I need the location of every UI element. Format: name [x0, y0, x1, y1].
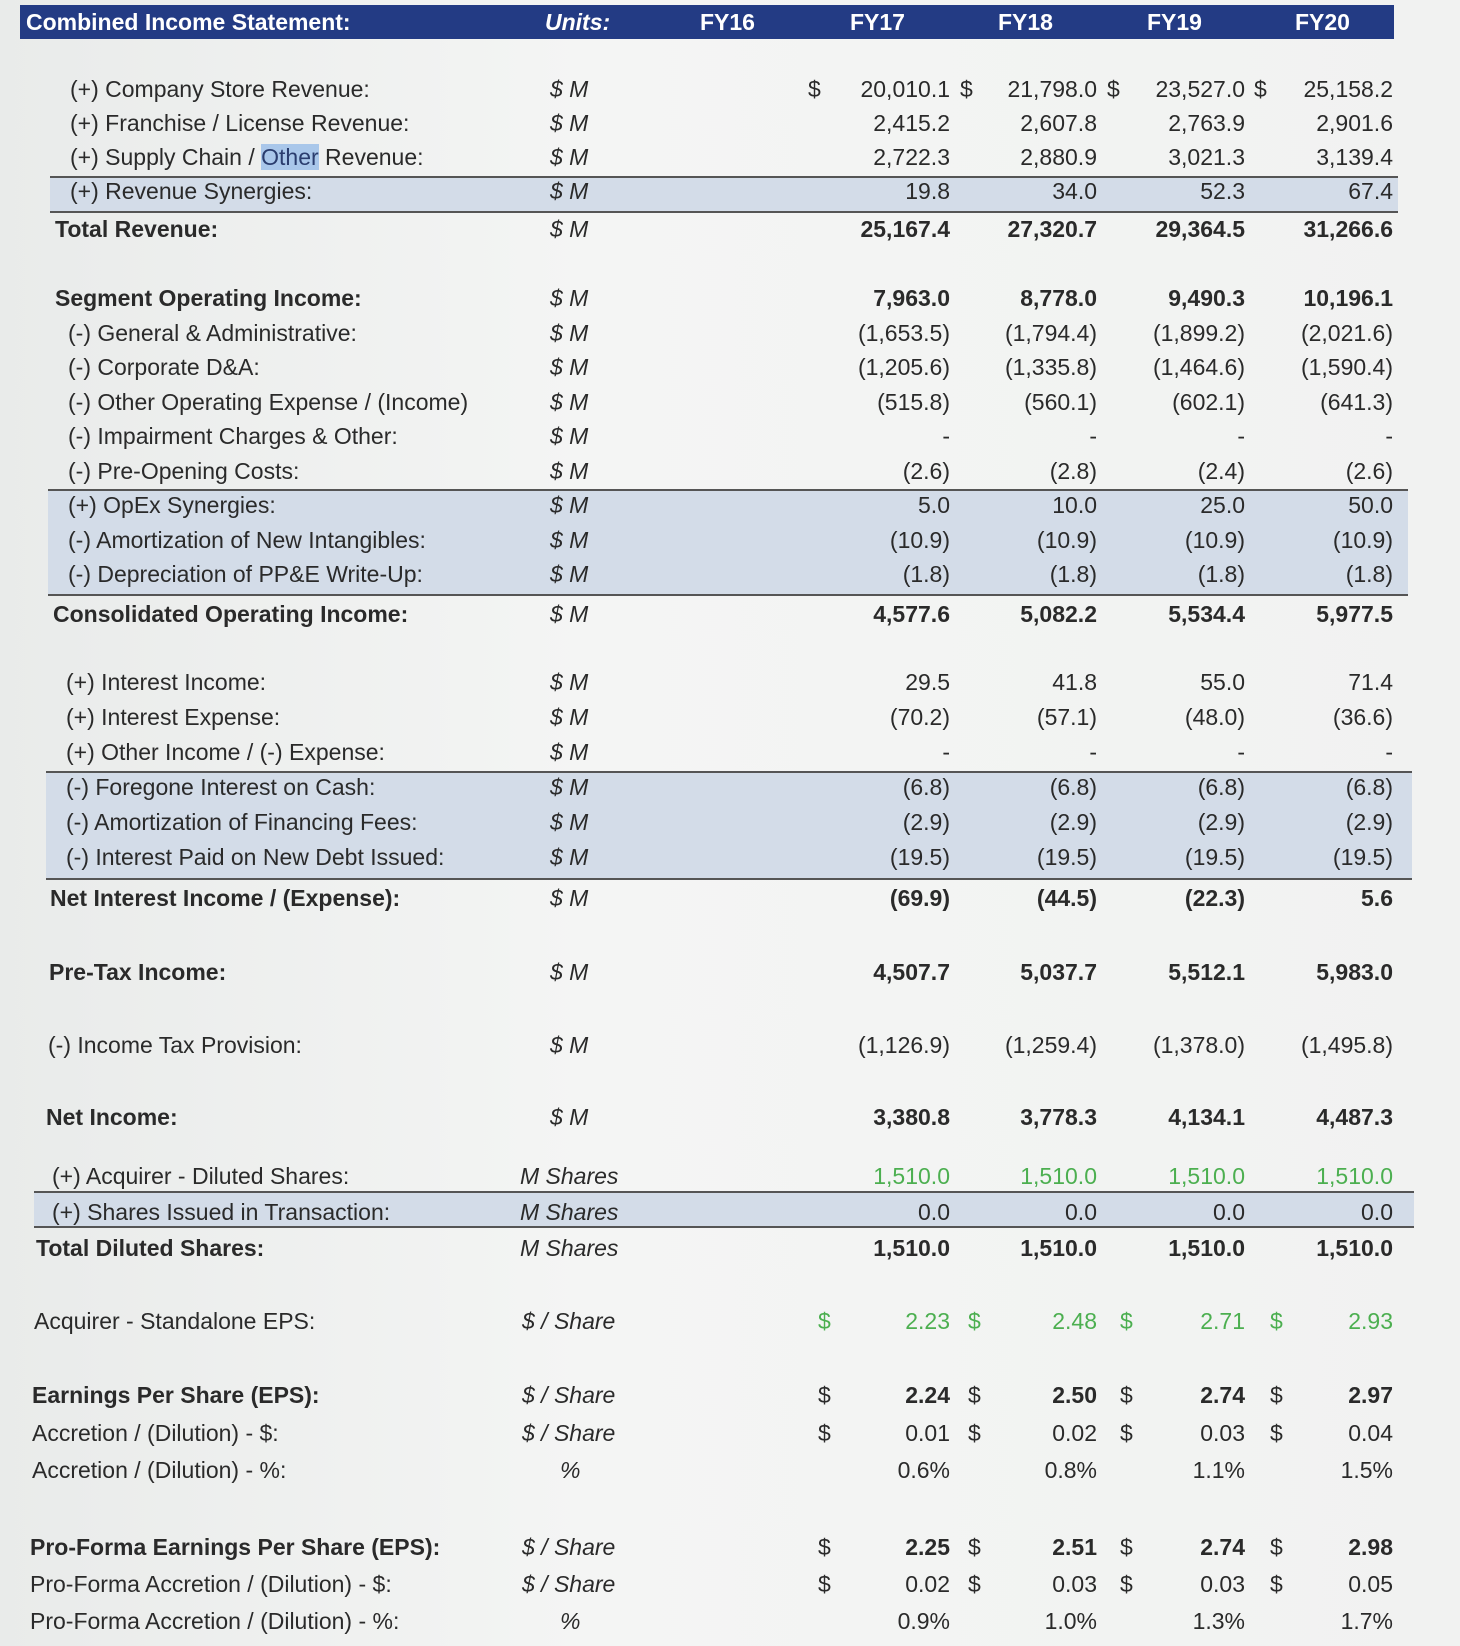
value-cell-fy17: (2.9): [902, 809, 950, 835]
value-cell-fy20: 25,158.2: [1303, 76, 1393, 102]
row-label: (+) Company Store Revenue:: [70, 76, 370, 102]
value-cell-fy20: -: [1385, 423, 1393, 449]
value-cell-fy18: 0.0: [1065, 1199, 1097, 1225]
rule: [46, 878, 1412, 880]
row-unit: $ / Share: [522, 1534, 616, 1560]
row-label: (-) Amortization of Financing Fees:: [66, 809, 418, 835]
row-unit: $ M: [550, 76, 589, 102]
currency-sign: $: [1120, 1382, 1133, 1408]
value-cell-fy17: 2,722.3: [873, 144, 950, 170]
row-unit: M Shares: [520, 1163, 619, 1189]
value-cell-fy18: 3,778.3: [1020, 1104, 1097, 1130]
row-unit: $ M: [550, 885, 589, 911]
statement-row: [0, 1304, 1460, 1338]
statement-row: [0, 1378, 1460, 1412]
value-cell-fy20: 3,139.4: [1316, 144, 1393, 170]
row-unit: $ M: [550, 178, 589, 204]
value-cell-fy18: 10.0: [1052, 492, 1097, 518]
value-cell-fy20: 1.7%: [1340, 1608, 1393, 1634]
value-cell-fy20: (1.8): [1345, 561, 1393, 587]
value-cell-fy18: 8,778.0: [1020, 285, 1097, 311]
statement-row: [0, 665, 1460, 699]
value-cell-fy19: 25.0: [1200, 492, 1245, 518]
value-cell-fy20: 1,510.0: [1316, 1235, 1393, 1261]
currency-sign: $: [818, 1420, 831, 1446]
value-cell-fy19: 1.3%: [1192, 1608, 1245, 1634]
value-cell-fy17: -: [942, 739, 950, 765]
value-cell-fy18: (44.5): [1036, 885, 1097, 911]
row-unit: $ M: [550, 110, 589, 136]
value-cell-fy17: 25,167.4: [860, 216, 950, 242]
value-cell-fy20: 50.0: [1348, 492, 1393, 518]
row-unit: $ M: [550, 319, 589, 346]
value-cell-fy19: 55.0: [1200, 669, 1245, 695]
value-cell-fy17: (19.5): [889, 844, 950, 870]
value-cell-fy18: 2.50: [1052, 1382, 1097, 1408]
value-cell-fy20: 5,977.5: [1316, 601, 1393, 627]
value-cell-fy20: 1.5%: [1340, 1457, 1393, 1483]
value-cell-fy20: (2.6): [1345, 457, 1393, 484]
currency-sign: $: [1270, 1534, 1283, 1560]
value-cell-fy18: (2.9): [1049, 809, 1097, 835]
row-label: (-) Impairment Charges & Other:: [68, 423, 398, 449]
row-label: (+) OpEx Synergies:: [68, 492, 276, 518]
value-cell-fy17: (1,653.5): [857, 319, 950, 346]
value-cell-fy19: 2.71: [1200, 1308, 1245, 1334]
statement-row: [0, 174, 1460, 208]
value-cell-fy17: (1,205.6): [857, 354, 950, 380]
row-label: Earnings Per Share (EPS):: [32, 1382, 320, 1408]
currency-sign: $: [1270, 1420, 1283, 1446]
value-cell-fy18: 5,082.2: [1020, 601, 1097, 627]
row-label: Segment Operating Income:: [55, 285, 362, 311]
statement-row: [0, 1159, 1460, 1193]
rule: [48, 594, 1408, 596]
value-cell-fy19: (1,899.2): [1152, 319, 1245, 346]
value-cell-fy18: (1,259.4): [1004, 1032, 1097, 1058]
row-label: (-) Amortization of New Intangibles:: [68, 526, 426, 553]
row-unit: %: [560, 1457, 581, 1483]
row-label: [70, 140, 424, 174]
value-cell-fy18: 5,037.7: [1020, 959, 1097, 985]
row-unit: $ M: [550, 1032, 589, 1058]
statement-row: [0, 1100, 1460, 1134]
currency-sign: $: [1120, 1571, 1133, 1597]
year-header-fy17: FY17: [850, 9, 905, 35]
value-cell-fy19: 1,510.0: [1168, 1163, 1245, 1189]
value-cell-fy19: 0.03: [1200, 1420, 1245, 1446]
row-unit: $ / Share: [522, 1420, 616, 1446]
statement-row: [0, 281, 1460, 315]
value-cell-fy17: (70.2): [889, 704, 950, 730]
value-cell-fy18: (1.8): [1049, 561, 1097, 587]
row-label: (-) Depreciation of PP&E Write-Up:: [68, 561, 423, 587]
value-cell-fy17: 1,510.0: [873, 1163, 950, 1189]
year-header-fy16: FY16: [700, 9, 755, 35]
value-cell-fy17: (2.6): [902, 457, 950, 484]
statement-row: [0, 955, 1460, 989]
currency-sign: $: [818, 1571, 831, 1597]
value-cell-fy20: 4,487.3: [1316, 1104, 1393, 1130]
value-cell-fy17: 2.24: [905, 1382, 950, 1408]
value-cell-fy18: (1,335.8): [1004, 354, 1097, 380]
row-unit: $ M: [550, 423, 589, 449]
row-unit: $ M: [550, 354, 589, 380]
value-cell-fy18: (10.9): [1036, 526, 1097, 553]
currency-sign: $: [1120, 1308, 1133, 1334]
statement-row: [0, 700, 1460, 734]
value-cell-fy19: 1,510.0: [1168, 1235, 1245, 1261]
currency-sign: $: [968, 1420, 981, 1446]
row-label: (+) Other Income / (-) Expense:: [66, 739, 385, 765]
row-unit: $ M: [550, 669, 589, 695]
value-cell-fy19: (22.3): [1184, 885, 1245, 911]
currency-sign: $: [818, 1382, 831, 1408]
statement-row: [0, 72, 1460, 106]
value-cell-fy19: (602.1): [1172, 388, 1245, 415]
value-cell-fy19: 2.74: [1200, 1382, 1245, 1408]
statement-row: [0, 805, 1460, 839]
row-label: Pro-Forma Accretion / (Dilution) - %:: [30, 1608, 400, 1634]
value-cell-fy20: 5.6: [1361, 885, 1393, 911]
value-cell-fy20: 67.4: [1348, 178, 1393, 204]
value-cell-fy18: 1,510.0: [1020, 1235, 1097, 1261]
currency-sign: $: [968, 1382, 981, 1408]
value-cell-fy20: (6.8): [1345, 774, 1393, 800]
statement-row: [0, 1416, 1460, 1450]
currency-sign: $: [818, 1308, 831, 1334]
row-label: Pro-Forma Earnings Per Share (EPS):: [30, 1534, 441, 1560]
value-cell-fy19: -: [1237, 423, 1245, 449]
value-cell-fy18: 2.51: [1052, 1534, 1097, 1560]
value-cell-fy17: 0.0: [918, 1199, 950, 1225]
row-label: Accretion / (Dilution) - %:: [32, 1457, 287, 1483]
row-unit: $ M: [550, 1104, 589, 1130]
currency-sign: $: [1107, 76, 1120, 102]
row-label: (+) Interest Income:: [66, 669, 267, 695]
value-cell-fy18: 1.0%: [1044, 1608, 1097, 1634]
statement-row: [0, 523, 1460, 557]
currency-sign: $: [968, 1308, 981, 1334]
selected-text-highlight[interactable]: Other: [261, 144, 319, 170]
value-cell-fy17: 4,507.7: [873, 959, 950, 985]
value-cell-fy20: -: [1385, 739, 1393, 765]
value-cell-fy20: 0.05: [1348, 1571, 1393, 1597]
statement-row: [0, 770, 1460, 804]
statement-row: [0, 140, 1460, 174]
value-cell-fy19: 3,021.3: [1168, 144, 1245, 170]
value-cell-fy19: 0.03: [1200, 1571, 1245, 1597]
value-cell-fy19: 4,134.1: [1168, 1104, 1245, 1130]
row-label: (+) Revenue Synergies:: [70, 178, 313, 204]
value-cell-fy19: -: [1237, 739, 1245, 765]
currency-sign: $: [1120, 1420, 1133, 1446]
value-cell-fy20: (1,590.4): [1300, 354, 1393, 380]
value-cell-fy18: -: [1089, 739, 1097, 765]
row-unit: $ / Share: [522, 1308, 616, 1334]
value-cell-fy17: (6.8): [902, 774, 950, 800]
value-cell-fy20: 10,196.1: [1303, 285, 1393, 311]
value-cell-fy18: 0.03: [1052, 1571, 1097, 1597]
value-cell-fy17: -: [942, 423, 950, 449]
row-label: (-) Pre-Opening Costs:: [68, 457, 300, 484]
value-cell-fy17: 2,415.2: [873, 110, 950, 136]
statement-row: [0, 1567, 1460, 1601]
value-cell-fy17: (69.9): [889, 885, 950, 911]
row-unit: $ M: [550, 601, 589, 627]
value-cell-fy19: 2.74: [1200, 1534, 1245, 1560]
value-cell-fy20: 2.98: [1348, 1534, 1393, 1560]
units-header: Units:: [545, 9, 611, 35]
value-cell-fy18: 41.8: [1052, 669, 1097, 695]
value-cell-fy18: -: [1089, 423, 1097, 449]
value-cell-fy19: 52.3: [1200, 178, 1245, 204]
row-label: Total Diluted Shares:: [36, 1235, 265, 1261]
value-cell-fy19: 5,534.4: [1168, 601, 1245, 627]
value-cell-fy20: 31,266.6: [1303, 216, 1393, 242]
value-cell-fy18: 2.48: [1052, 1308, 1097, 1334]
currency-sign: $: [1270, 1308, 1283, 1334]
row-unit: $ M: [550, 959, 589, 985]
statement-row: [0, 735, 1460, 769]
value-cell-fy19: (48.0): [1184, 704, 1245, 730]
statement-row: [0, 454, 1460, 488]
row-unit: $ M: [550, 526, 589, 553]
currency-sign: $: [968, 1571, 981, 1597]
currency-sign: $: [1120, 1534, 1133, 1560]
value-cell-fy18: (2.8): [1049, 457, 1097, 484]
value-cell-fy18: 34.0: [1052, 178, 1097, 204]
value-cell-fy17: 4,577.6: [873, 601, 950, 627]
value-cell-fy17: (1,126.9): [857, 1032, 950, 1058]
row-unit: $ M: [550, 809, 589, 835]
value-cell-fy20: (2.9): [1345, 809, 1393, 835]
value-cell-fy18: (57.1): [1036, 704, 1097, 730]
statement-row: [0, 350, 1460, 384]
row-label: (+) Acquirer - Diluted Shares:: [52, 1163, 350, 1189]
statement-row: [0, 881, 1460, 915]
value-cell-fy19: (1.8): [1197, 561, 1245, 587]
value-cell-fy17: 7,963.0: [873, 285, 950, 311]
value-cell-fy17: 29.5: [905, 669, 950, 695]
statement-row: [0, 316, 1460, 350]
statement-row: [0, 1453, 1460, 1487]
row-label: (+) Shares Issued in Transaction:: [52, 1199, 391, 1225]
value-cell-fy18: 0.02: [1052, 1420, 1097, 1446]
value-cell-fy20: 2.97: [1348, 1382, 1393, 1408]
value-cell-fy19: 5,512.1: [1168, 959, 1245, 985]
row-label: Net Interest Income / (Expense):: [50, 885, 401, 911]
value-cell-fy17: 1,510.0: [873, 1235, 950, 1261]
value-cell-fy20: (641.3): [1320, 388, 1393, 415]
value-cell-fy18: 21,798.0: [1007, 76, 1097, 102]
row-unit: $ M: [550, 844, 589, 870]
value-cell-fy18: (1,794.4): [1004, 319, 1097, 346]
value-cell-fy20: (19.5): [1332, 844, 1393, 870]
value-cell-fy17: (10.9): [889, 526, 950, 553]
row-label-part: (+) Supply Chain /: [70, 144, 262, 170]
row-label: Net Income:: [46, 1104, 178, 1130]
value-cell-fy17: 0.02: [905, 1571, 950, 1597]
statement-row: [0, 1195, 1460, 1229]
statement-row: [0, 488, 1460, 522]
value-cell-fy19: 0.0: [1213, 1199, 1245, 1225]
value-cell-fy17: 2.25: [905, 1534, 950, 1560]
row-label: Acquirer - Standalone EPS:: [34, 1308, 316, 1334]
row-unit: %: [560, 1608, 581, 1634]
statement-row: [0, 840, 1460, 874]
value-cell-fy17: 19.8: [905, 178, 950, 204]
row-unit: $ / Share: [522, 1571, 616, 1597]
value-cell-fy20: (1,495.8): [1300, 1032, 1393, 1058]
value-cell-fy19: 1.1%: [1192, 1457, 1245, 1483]
value-cell-fy19: (1,378.0): [1152, 1032, 1245, 1058]
row-label: (-) General & Administrative:: [68, 319, 357, 346]
row-unit: $ M: [550, 704, 589, 730]
row-unit: $ M: [550, 492, 589, 518]
value-cell-fy19: (2.9): [1197, 809, 1245, 835]
row-unit: M Shares: [520, 1235, 619, 1261]
statement-row: [0, 1028, 1460, 1062]
value-cell-fy18: 2,880.9: [1020, 144, 1097, 170]
value-cell-fy18: 0.8%: [1044, 1457, 1097, 1483]
statement-row: [0, 557, 1460, 591]
value-cell-fy20: (36.6): [1332, 704, 1393, 730]
currency-sign: $: [1270, 1382, 1283, 1408]
row-label: (+) Interest Expense:: [66, 704, 281, 730]
row-label: (-) Other Operating Expense / (Income): [68, 388, 469, 415]
value-cell-fy19: (19.5): [1184, 844, 1245, 870]
row-label: (+) Franchise / License Revenue:: [70, 110, 410, 136]
value-cell-fy20: 5,983.0: [1316, 959, 1393, 985]
row-label: Pro-Forma Accretion / (Dilution) - $:: [30, 1571, 392, 1597]
row-unit: $ M: [550, 561, 589, 587]
year-header-fy20: FY20: [1295, 9, 1350, 35]
value-cell-fy18: (560.1): [1024, 388, 1097, 415]
value-cell-fy17: 0.01: [905, 1420, 950, 1446]
row-unit: $ M: [550, 457, 589, 484]
row-unit: $ M: [550, 774, 589, 800]
statement-row: [0, 1604, 1460, 1638]
value-cell-fy19: (10.9): [1184, 526, 1245, 553]
value-cell-fy19: 2,763.9: [1168, 110, 1245, 136]
row-label: (-) Interest Paid on New Debt Issued:: [66, 844, 445, 870]
row-label: (-) Income Tax Provision:: [48, 1032, 302, 1058]
value-cell-fy19: (1,464.6): [1152, 354, 1245, 380]
statement-row: [0, 419, 1460, 453]
value-cell-fy18: 1,510.0: [1020, 1163, 1097, 1189]
value-cell-fy20: (2,021.6): [1300, 319, 1393, 346]
row-label: Pre-Tax Income:: [49, 959, 227, 985]
row-unit: M Shares: [520, 1199, 619, 1225]
row-unit: $ M: [550, 285, 589, 311]
value-cell-fy19: (6.8): [1197, 774, 1245, 800]
value-cell-fy19: 9,490.3: [1168, 285, 1245, 311]
row-label: Accretion / (Dilution) - $:: [32, 1420, 279, 1446]
row-label: (-) Corporate D&A:: [68, 354, 260, 380]
value-cell-fy17: 5.0: [918, 492, 950, 518]
value-cell-fy20: 1,510.0: [1316, 1163, 1393, 1189]
row-label-part: Revenue:: [318, 144, 424, 170]
value-cell-fy18: 27,320.7: [1007, 216, 1097, 242]
row-label: Consolidated Operating Income:: [53, 601, 409, 627]
statement-row: [0, 1231, 1460, 1265]
value-cell-fy20: 71.4: [1348, 669, 1393, 695]
row-unit: $ / Share: [522, 1382, 616, 1408]
currency-sign: $: [1254, 76, 1267, 102]
row-unit: $ M: [550, 388, 589, 415]
value-cell-fy17: 0.9%: [897, 1608, 950, 1634]
value-cell-fy20: (10.9): [1332, 526, 1393, 553]
row-label: Total Revenue:: [55, 216, 219, 242]
currency-sign: $: [808, 76, 821, 102]
value-cell-fy20: 0.0: [1361, 1199, 1393, 1225]
value-cell-fy20: 0.04: [1348, 1420, 1393, 1446]
value-cell-fy17: 2.23: [905, 1308, 950, 1334]
value-cell-fy20: 2.93: [1348, 1308, 1393, 1334]
statement-row: [0, 597, 1460, 631]
year-header-fy18: FY18: [998, 9, 1053, 35]
header-bar: [20, 5, 1394, 39]
value-cell-fy19: 29,364.5: [1155, 216, 1245, 242]
currency-sign: $: [1270, 1571, 1283, 1597]
value-cell-fy17: (515.8): [877, 388, 950, 415]
value-cell-fy17: 3,380.8: [873, 1104, 950, 1130]
currency-sign: $: [968, 1534, 981, 1560]
value-cell-fy17: 0.6%: [897, 1457, 950, 1483]
value-cell-fy17: 20,010.1: [860, 76, 950, 102]
row-unit: $ M: [550, 216, 589, 242]
value-cell-fy19: 23,527.0: [1155, 76, 1245, 102]
value-cell-fy18: (19.5): [1036, 844, 1097, 870]
statement-row: [0, 385, 1460, 419]
statement-row: [0, 1530, 1460, 1564]
value-cell-fy17: (1.8): [902, 561, 950, 587]
statement-row: [0, 106, 1460, 140]
value-cell-fy19: (2.4): [1197, 457, 1245, 484]
row-label: (-) Foregone Interest on Cash:: [66, 774, 376, 800]
value-cell-fy20: 2,901.6: [1316, 110, 1393, 136]
row-unit: $ M: [550, 739, 589, 765]
currency-sign: $: [818, 1534, 831, 1560]
statement-row: [0, 212, 1460, 246]
row-unit: $ M: [550, 144, 589, 170]
statement-title: Combined Income Statement:: [26, 9, 351, 35]
year-header-fy19: FY19: [1147, 9, 1202, 35]
value-cell-fy18: 2,607.8: [1020, 110, 1097, 136]
value-cell-fy18: (6.8): [1049, 774, 1097, 800]
currency-sign: $: [960, 76, 973, 102]
